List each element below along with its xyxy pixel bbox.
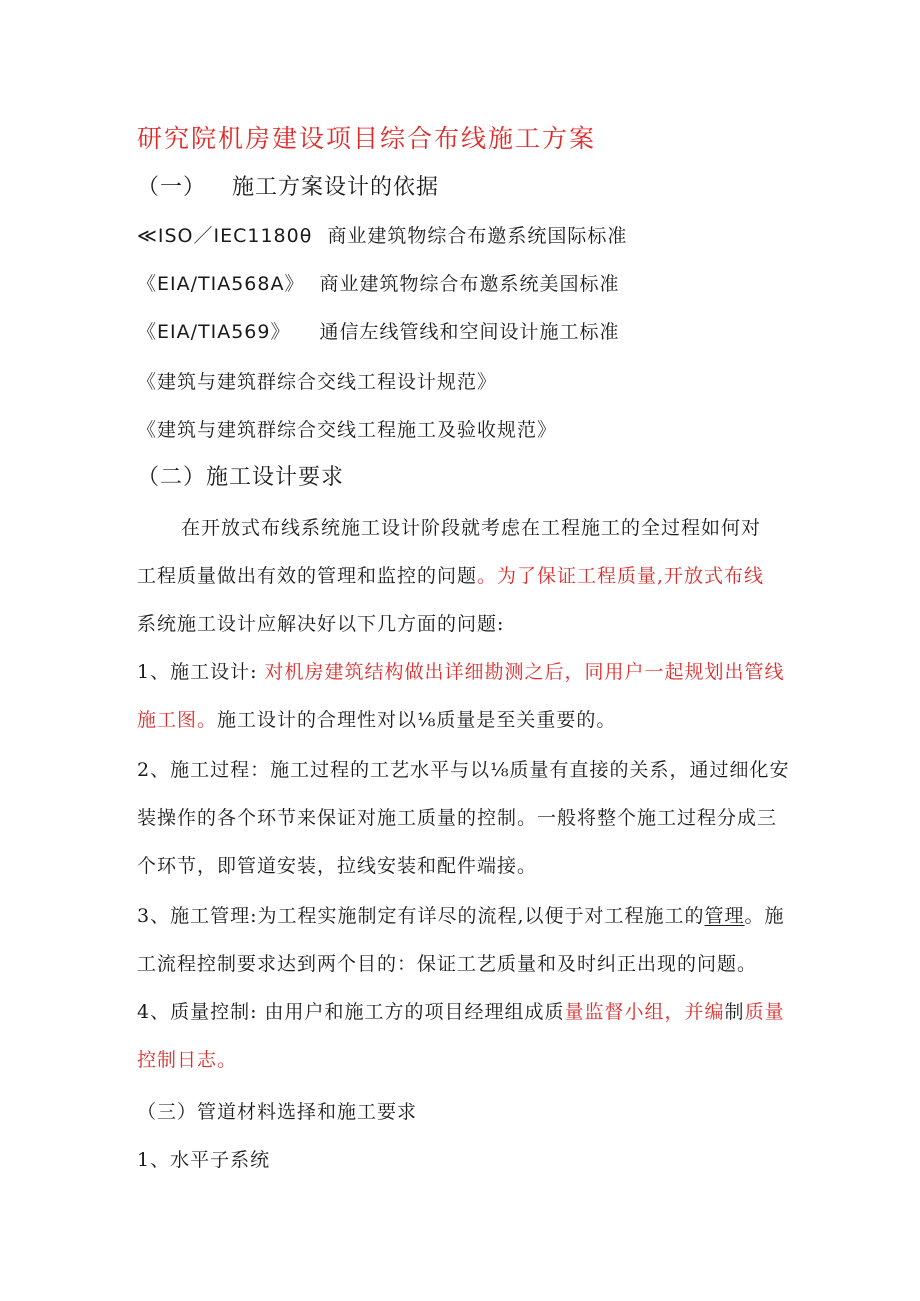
section3-item1: 1、水平子系统 <box>137 1149 271 1171</box>
item1-label: 1、施工设计: <box>137 661 258 683</box>
reference-code: 《EIA/TIA568A》 <box>137 273 305 295</box>
item3-underlined: 管理 <box>704 905 745 927</box>
reference-acceptance-spec: 《建筑与建筑群综合交线工程施工及验收规范》 <box>137 419 558 441</box>
intro-line-2-part-a: 工程质量做出有效的管理和监控的问题 <box>137 565 478 587</box>
intro-line-2-punct: 。为了保证工程质量,开放式布线 <box>477 565 765 587</box>
item1-highlight-2: 施工图。 <box>137 709 218 731</box>
section2-heading: （二）施工设计要求 <box>137 465 345 490</box>
item2-line-3: 个环节，即管道安装，拉线安装和配件端接。 <box>137 855 538 877</box>
reference-text: 通信左线管线和空间设计施工标准 <box>319 321 620 343</box>
item4-part-b: 制 <box>724 1001 745 1023</box>
section3-heading: （三）管道材料选择和施工要求 <box>137 1101 418 1123</box>
item4-line-1 <box>137 1000 785 1024</box>
reference-iso <box>137 224 627 248</box>
item2-line-1: 2、施工过程：施工过程的工艺水平与以⅛质量有直接的关系，通过细化安 <box>137 759 790 781</box>
intro-line-1: 在开放式布线系统施工设计阶段就考虑在工程施工的全过程如何对 <box>181 517 762 539</box>
item2-line-2: 装操作的各个环节来保证对施工质量的控制。一般将整个施工过程分成三 <box>137 807 778 829</box>
item3-line-2: 工流程控制要求达到两个目的：保证工艺质量和及时纠正出现的问题。 <box>137 953 758 975</box>
reference-text: 商业建筑物综合布邀系统国际标准 <box>327 225 628 247</box>
section1-heading-text: 施工方案设计的依据 <box>232 175 440 200</box>
item1-line-1 <box>137 660 785 684</box>
section1-heading <box>137 174 439 202</box>
item3-part-a: 3、施工管理:为工程实施制定有详尽的流程,以便于对工程施工的 <box>137 905 705 927</box>
reference-code: ≪ISO／IEC1180θ <box>137 225 313 247</box>
reference-design-spec: 《建筑与建筑群综合交线工程设计规范》 <box>137 371 498 393</box>
item1-line-2 <box>137 708 616 732</box>
reference-eia569 <box>137 320 620 344</box>
item4-highlight-1: 量监督小组，并编 <box>564 1001 725 1023</box>
item4-part-a: 4、质量控制: 由用户和施工方的项目经理组成质 <box>137 1001 565 1023</box>
reference-eia568a <box>137 272 620 296</box>
section1-heading-num: （一） <box>137 175 207 200</box>
item4-line-2: 控制日志。 <box>137 1049 238 1071</box>
reference-text: 商业建筑物综合布邀系统美国标准 <box>319 273 620 295</box>
reference-code: 《EIA/TIA569》 <box>137 321 291 343</box>
intro-line-2 <box>137 564 764 588</box>
item4-highlight-2: 质量 <box>744 1001 785 1023</box>
item3-part-b: 。施 <box>744 905 785 927</box>
item3-line-1 <box>137 904 785 928</box>
item1-highlight-1: 对机房建筑结构做出详细勘测之后，同用户一起规划出管线 <box>264 661 785 683</box>
document-title: 研究院机房建设项目综合布线施工方案 <box>137 124 597 153</box>
intro-line-3: 系统施工设计应解决好以下几方面的问题: <box>137 613 505 635</box>
item1-rest: 施工设计的合理性对以⅛质量是至关重要的。 <box>217 709 617 731</box>
